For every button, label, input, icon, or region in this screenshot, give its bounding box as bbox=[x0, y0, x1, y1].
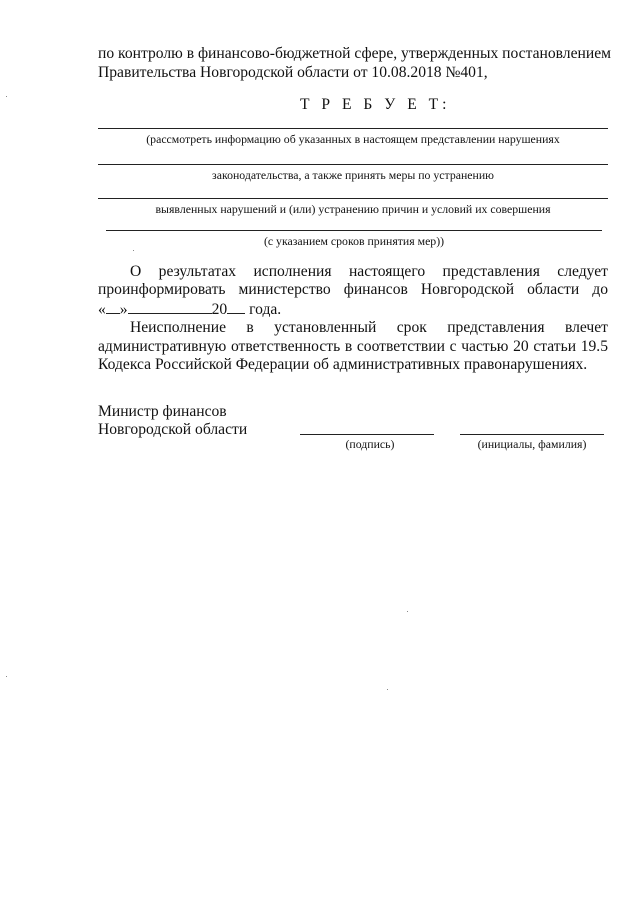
date-day-blank bbox=[106, 299, 120, 314]
date-year-prefix: 20 bbox=[211, 301, 228, 318]
scan-speck bbox=[6, 96, 7, 97]
requirement-rule-3 bbox=[98, 198, 608, 199]
name-caption: (инициалы, фамилия) bbox=[477, 437, 587, 451]
signature-caption: (подпись) bbox=[345, 437, 395, 451]
date-suffix: года. bbox=[245, 301, 282, 318]
signatory-position-line-1: Министр финансов bbox=[98, 403, 227, 420]
liability-line-2: административную ответственность в соответствии с частью 20 статьи 19.5 bbox=[98, 338, 608, 355]
date-year-blank bbox=[227, 299, 245, 314]
result-line-1: О результатах исполнения настоящего представления следует bbox=[130, 263, 608, 280]
scan-speck bbox=[133, 250, 134, 251]
result-date-line bbox=[98, 299, 281, 320]
document-title: Т Р Е Б У Е Т: bbox=[300, 96, 451, 113]
scan-speck bbox=[407, 611, 408, 612]
signatory-position-line-2: Новгородской области bbox=[98, 421, 248, 438]
requirement-caption-4: (с указанием сроков принятия мер)) bbox=[263, 234, 445, 248]
requirement-caption-2: законодательства, а также принять меры по устранению bbox=[212, 168, 494, 182]
signature-rule bbox=[300, 434, 434, 435]
requirement-caption-3: выявленных нарушений и (или) устранению причин и условий их совершения bbox=[155, 202, 551, 216]
date-month-blank bbox=[128, 299, 212, 314]
name-rule bbox=[460, 434, 604, 435]
requirement-rule-1 bbox=[98, 128, 608, 129]
intro-line-2: Правительства Новгородской области от 10.08.2018 №401, bbox=[98, 64, 488, 81]
scan-speck bbox=[6, 676, 7, 677]
requirement-rule-2 bbox=[98, 164, 608, 165]
date-open-quote: « bbox=[98, 301, 106, 318]
requirement-caption-1: (рассмотреть информацию об указанных в настоящем представлении нарушениях bbox=[146, 132, 560, 146]
liability-line-3: Кодекса Российской Федерации об административных правонарушениях. bbox=[98, 356, 588, 373]
liability-line-1: Неисполнение в установленный срок представления влечет bbox=[130, 319, 608, 336]
result-line-2: проинформировать министерство финансов Новгородской области до bbox=[98, 281, 608, 298]
requirement-rule-4 bbox=[106, 230, 602, 231]
intro-line-1: по контролю в финансово-бюджетной сфере, утвержденных постановлением bbox=[98, 45, 611, 62]
date-close-quote: » bbox=[119, 301, 128, 318]
scan-speck bbox=[387, 689, 388, 690]
